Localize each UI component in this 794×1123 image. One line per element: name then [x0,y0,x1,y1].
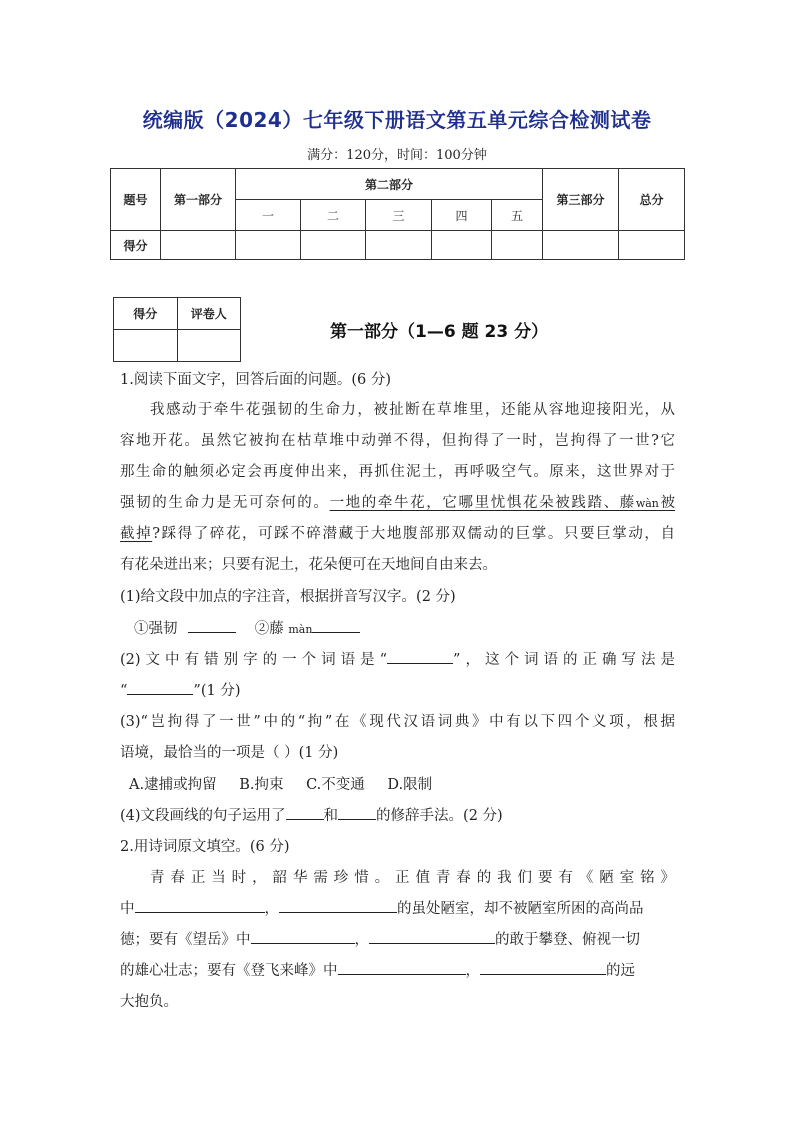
pinyin-hint: wàn [635,497,659,510]
answer-blank[interactable] [188,618,236,633]
header-part2-sub: 四 [432,200,492,231]
q1-passage-line: 我感动于牵牛花强韧的生命力，被扯断在草堆里，还能从容地迎接阳光，从 [150,402,675,418]
passage-text: ?踩得了碎花，可踩不碎潜藏于大地腹部那双儒动的巨掌。只要巨掌动，自 [152,526,676,542]
option-d[interactable]: D.限制 [387,777,433,793]
sub4-text: 和 [323,808,339,824]
q1-passage-line: 那生命的触须必定会再度伸出来，再抓住泥土，再呼吸空气。原来，这世界对于 [120,464,675,480]
option-b[interactable]: B.拘束 [239,777,284,793]
grader-name-label: 评卷人 [177,298,241,330]
q1-stem: 1.阅读下面文字，回答后面的问题。(6 分) [120,372,391,388]
q2-line [120,959,675,980]
pinyin-hint: màn [288,623,313,636]
header-part1: 第一部分 [161,169,236,231]
q2-stem: 2.用诗词原文填空。(6 分) [120,839,290,855]
q2-line [120,928,675,949]
answer-blank[interactable] [387,649,453,664]
header-question-no: 题号 [111,169,161,231]
answer-blank[interactable] [369,929,495,944]
q1-passage-line: 容地开花。虽然它被拘在枯草堆中动弹不得，但拘得了一时，岂拘得了一世?它 [120,433,675,449]
option-c[interactable]: C.不变通 [306,777,365,793]
q2-text: 的雄心壮志；要有《登飞来峰》中 [120,963,338,979]
q2-line [120,897,675,918]
q1-sub2 [120,648,675,669]
answer-blank[interactable] [127,680,193,695]
sub1-item-b: ②藤 [254,621,284,637]
q1-passage-line: 有花朵迸出来；只要有泥土，花朵便可在天地间自由来去。 [120,557,497,573]
passage-text: 强韧的生命力是无可奈何的。 [120,495,330,511]
score-table [110,168,685,260]
sub4-text: (4)文段画线的句子运用了 [120,808,286,824]
option-a[interactable]: A.逮捕或拘留 [129,777,217,793]
sub1-item-a: ①强韧 [134,621,178,637]
q2-text: 中 [120,901,135,917]
q2-text: 的虽处陋室，却不被陋室所困的高尚品 [397,901,644,917]
row-score-label: 得分 [111,231,161,260]
q2-text: ， [354,932,369,948]
q2-text: 德；要有《望岳》中 [120,932,251,948]
exam-info: 满分：120分，时间：100分钟 [307,148,487,163]
q1-sub1-blanks [134,617,689,638]
score-cell[interactable] [366,231,432,260]
page-title: 统编版（2024）七年级下册语文第五单元综合检测试卷 [142,108,652,132]
q1-sub2-cont [120,679,675,700]
grader-score-label: 得分 [114,298,178,330]
q1-passage-line [120,522,675,543]
q1-options [129,773,684,794]
score-cell[interactable] [301,231,366,260]
q1-sub4 [120,804,675,825]
underlined-text: 一地的牵牛花，它哪里忧惧花朵被践踏、藤 [329,495,636,511]
score-cell[interactable] [543,231,619,260]
grader-score-cell[interactable] [114,330,178,362]
header-part2: 第二部分 [236,169,543,200]
section-title: 第一部分（1—6 题 23 分） [330,322,549,342]
underlined-text: 截掉 [120,526,153,542]
q1-passage-line [120,491,675,512]
q1-sub3: (3)“岂拘得了一世”中的“拘”在《现代汉语词典》中有以下四个义项，根据 [120,714,675,730]
q2-line: 青春正当时，韶华需珍惜。正值青春的我们要有《陋室铭》 [150,870,675,886]
underlined-sentence [330,495,675,511]
q2-text: ， [465,963,480,979]
header-total: 总分 [619,169,685,231]
header-part3: 第三部分 [543,169,619,231]
q2-line: 大抱负。 [120,994,178,1010]
score-cell[interactable] [432,231,492,260]
grader-name-cell[interactable] [177,330,241,362]
answer-blank[interactable] [286,805,324,820]
q1-sub1: (1)给文段中加点的字注音，根据拼音写汉字。(2 分) [120,589,456,605]
q2-text: 的敢于攀登、俯视一切 [495,932,640,948]
sub2-text: ”，这个词语的正确写法是 [453,652,676,668]
header-part2-sub: 二 [301,200,366,231]
answer-blank[interactable] [338,805,376,820]
answer-blank[interactable] [251,929,355,944]
answer-blank[interactable] [279,898,397,913]
answer-blank[interactable] [338,960,466,975]
answer-blank[interactable] [480,960,606,975]
sub4-text: 的修辞手法。(2 分) [376,808,503,824]
score-cell[interactable] [619,231,685,260]
header-part2-sub: 一 [236,200,301,231]
q2-text: ， [264,901,279,917]
answer-blank[interactable] [312,618,360,633]
q1-sub3-cont: 语境，最恰当的一项是（ ）(1 分) [120,745,339,761]
score-cell[interactable] [236,231,301,260]
grader-table [113,297,241,362]
header-part2-sub: 五 [492,200,543,231]
underlined-text: 被 [658,495,676,511]
score-cell[interactable] [492,231,543,260]
header-part2-sub: 三 [366,200,432,231]
answer-blank[interactable] [135,898,265,913]
sub2-text: “ [120,683,128,699]
sub2-text: ”(1 分) [193,683,241,699]
sub2-text: (2)文中有错别字的一个词语是“ [120,652,388,668]
score-cell[interactable] [161,231,236,260]
q2-text: 的远 [606,963,635,979]
